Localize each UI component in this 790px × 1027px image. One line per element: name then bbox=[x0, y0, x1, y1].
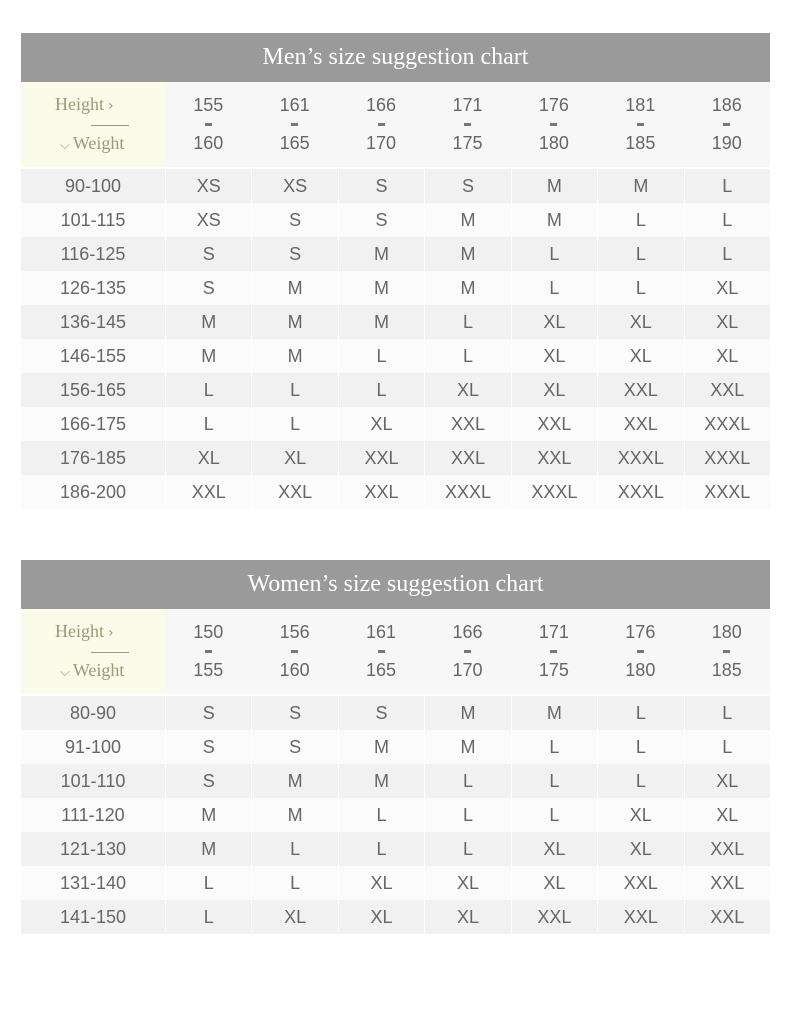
size-cell: XL bbox=[424, 373, 510, 407]
height-range-header bbox=[597, 82, 683, 167]
women-header-row bbox=[21, 609, 770, 694]
size-cell: XXXL bbox=[684, 407, 770, 441]
men-table-body bbox=[21, 169, 770, 509]
height-range-end: 165 bbox=[279, 133, 310, 153]
height-range-end: 175 bbox=[538, 660, 569, 680]
size-cell: L bbox=[684, 237, 770, 271]
size-cell: L bbox=[338, 339, 424, 373]
range-dash bbox=[378, 123, 385, 126]
size-cell: S bbox=[165, 271, 251, 305]
size-cell: XXL bbox=[684, 832, 770, 866]
size-cell: L bbox=[597, 696, 683, 730]
weight-axis-label: Weight bbox=[72, 133, 125, 153]
table-row bbox=[21, 407, 770, 441]
table-row bbox=[21, 475, 770, 509]
size-cell: XL bbox=[511, 373, 597, 407]
table-row bbox=[21, 237, 770, 271]
height-axis-label: Height bbox=[55, 94, 104, 114]
table-row bbox=[21, 696, 770, 730]
size-cell: S bbox=[251, 730, 337, 764]
chevron-down-icon: ⌵ bbox=[60, 138, 70, 153]
size-cell: XL bbox=[597, 832, 683, 866]
size-cell: M bbox=[511, 169, 597, 203]
size-cell: M bbox=[424, 696, 510, 730]
size-cell: L bbox=[511, 730, 597, 764]
divider bbox=[91, 652, 129, 653]
table-row bbox=[21, 832, 770, 866]
weight-range-cell: 156-165 bbox=[59, 379, 127, 400]
range-dash bbox=[464, 650, 471, 653]
range-dash bbox=[723, 650, 730, 653]
size-cell: L bbox=[684, 203, 770, 237]
height-range-start: 161 bbox=[279, 95, 310, 115]
weight-range-cell: 136-145 bbox=[59, 311, 127, 332]
size-cell: M bbox=[251, 339, 337, 373]
range-dash bbox=[205, 650, 212, 653]
size-cell: M bbox=[338, 305, 424, 339]
height-range-header bbox=[684, 82, 770, 167]
size-cell: XL bbox=[684, 271, 770, 305]
size-cell: XS bbox=[165, 203, 251, 237]
men-corner-cell bbox=[21, 82, 165, 167]
size-cell: L bbox=[251, 373, 337, 407]
size-cell: L bbox=[165, 900, 251, 934]
height-range-header bbox=[165, 609, 251, 694]
size-cell: L bbox=[597, 271, 683, 305]
size-cell: L bbox=[424, 339, 510, 373]
size-cell: L bbox=[597, 237, 683, 271]
women-corner-cell bbox=[21, 609, 165, 694]
size-cell: L bbox=[251, 832, 337, 866]
size-cell: XL bbox=[597, 339, 683, 373]
height-range-header bbox=[511, 609, 597, 694]
size-cell: XXL bbox=[511, 441, 597, 475]
height-range-start: 180 bbox=[711, 622, 742, 642]
table-row bbox=[21, 798, 770, 832]
weight-range-cell: 101-110 bbox=[60, 770, 126, 791]
height-range-start: 171 bbox=[538, 622, 569, 642]
size-cell: M bbox=[338, 237, 424, 271]
weight-range-cell: 131-140 bbox=[59, 872, 127, 893]
table-row bbox=[21, 866, 770, 900]
size-cell: XXL bbox=[338, 475, 424, 509]
range-dash bbox=[637, 650, 644, 653]
size-cell: M bbox=[338, 271, 424, 305]
range-dash bbox=[205, 123, 212, 126]
size-cell: XL bbox=[597, 305, 683, 339]
height-range-header bbox=[597, 609, 683, 694]
height-range-end: 155 bbox=[193, 660, 224, 680]
size-cell: XXL bbox=[165, 475, 251, 509]
height-range-header bbox=[251, 82, 337, 167]
size-cell: XL bbox=[165, 441, 251, 475]
table-row bbox=[21, 764, 770, 798]
weight-range-cell: 141-150 bbox=[59, 906, 127, 927]
height-range-end: 160 bbox=[193, 133, 224, 153]
weight-range-cell: 146-155 bbox=[59, 345, 127, 366]
height-range-header bbox=[511, 82, 597, 167]
size-cell: XXXL bbox=[684, 441, 770, 475]
size-cell: L bbox=[338, 798, 424, 832]
height-range-end: 180 bbox=[538, 133, 569, 153]
size-cell: L bbox=[684, 730, 770, 764]
height-range-end: 185 bbox=[711, 660, 742, 680]
weight-range-cell: 116-125 bbox=[60, 243, 126, 264]
height-range-start: 166 bbox=[366, 95, 397, 115]
divider bbox=[91, 125, 129, 126]
size-cell: M bbox=[424, 271, 510, 305]
size-cell: L bbox=[511, 764, 597, 798]
size-cell: XXXL bbox=[597, 441, 683, 475]
size-cell: S bbox=[251, 203, 337, 237]
size-cell: L bbox=[165, 407, 251, 441]
size-cell: XL bbox=[684, 339, 770, 373]
size-cell: XS bbox=[165, 169, 251, 203]
chevron-right-icon: › bbox=[108, 625, 114, 641]
size-cell: S bbox=[338, 696, 424, 730]
size-cell: XXL bbox=[597, 373, 683, 407]
height-range-end: 160 bbox=[279, 660, 310, 680]
table-row bbox=[21, 271, 770, 305]
size-cell: M bbox=[424, 237, 510, 271]
height-range-end: 190 bbox=[711, 133, 742, 153]
size-cell: L bbox=[424, 305, 510, 339]
size-cell: S bbox=[165, 764, 251, 798]
size-cell: L bbox=[597, 730, 683, 764]
range-dash bbox=[291, 650, 298, 653]
size-cell: M bbox=[251, 305, 337, 339]
size-cell: L bbox=[165, 866, 251, 900]
height-range-start: 176 bbox=[538, 95, 569, 115]
height-range-header bbox=[684, 609, 770, 694]
size-cell: S bbox=[251, 237, 337, 271]
size-cell: XL bbox=[251, 441, 337, 475]
size-cell: L bbox=[338, 373, 424, 407]
size-cell: XXL bbox=[511, 900, 597, 934]
size-cell: M bbox=[165, 832, 251, 866]
size-cell: L bbox=[338, 832, 424, 866]
size-cell: S bbox=[165, 237, 251, 271]
weight-range-cell: 90-100 bbox=[64, 175, 122, 196]
size-cell: XXXL bbox=[424, 475, 510, 509]
size-cell: M bbox=[165, 798, 251, 832]
table-row bbox=[21, 373, 770, 407]
size-cell: L bbox=[424, 832, 510, 866]
size-cell: L bbox=[424, 798, 510, 832]
height-range-start: 181 bbox=[625, 95, 656, 115]
range-dash bbox=[637, 123, 644, 126]
height-range-end: 165 bbox=[366, 660, 397, 680]
table-row bbox=[21, 339, 770, 373]
table-row bbox=[21, 203, 770, 237]
size-cell: L bbox=[251, 407, 337, 441]
chevron-down-icon: ⌵ bbox=[60, 665, 70, 680]
women-table-body bbox=[21, 696, 770, 934]
size-cell: L bbox=[684, 696, 770, 730]
size-cell: L bbox=[597, 764, 683, 798]
size-cell: XXL bbox=[424, 441, 510, 475]
weight-range-cell: 111-120 bbox=[61, 804, 125, 825]
height-range-header bbox=[165, 82, 251, 167]
size-cell: XXL bbox=[597, 866, 683, 900]
size-cell: M bbox=[251, 764, 337, 798]
chevron-right-icon: › bbox=[108, 98, 114, 114]
women-chart-title: Women’s size suggestion chart bbox=[21, 560, 770, 609]
height-range-header bbox=[338, 609, 424, 694]
height-range-start: 150 bbox=[193, 622, 224, 642]
height-range-end: 180 bbox=[625, 660, 656, 680]
table-row bbox=[21, 441, 770, 475]
size-cell: XXXL bbox=[511, 475, 597, 509]
weight-range-cell: 186-200 bbox=[59, 481, 127, 502]
size-cell: XL bbox=[684, 305, 770, 339]
size-cell: L bbox=[684, 169, 770, 203]
height-range-end: 170 bbox=[452, 660, 483, 680]
size-cell: XXL bbox=[684, 866, 770, 900]
size-cell: XL bbox=[338, 900, 424, 934]
size-cell: XL bbox=[684, 764, 770, 798]
size-cell: XL bbox=[424, 866, 510, 900]
size-cell: XL bbox=[684, 798, 770, 832]
height-range-start: 176 bbox=[625, 622, 656, 642]
table-row bbox=[21, 900, 770, 934]
size-cell: L bbox=[511, 237, 597, 271]
height-range-start: 156 bbox=[279, 622, 310, 642]
size-cell: XXXL bbox=[684, 475, 770, 509]
range-dash bbox=[291, 123, 298, 126]
height-range-end: 185 bbox=[625, 133, 656, 153]
size-cell: S bbox=[165, 696, 251, 730]
weight-range-cell: 126-135 bbox=[59, 277, 127, 298]
size-cell: M bbox=[251, 271, 337, 305]
height-range-end: 175 bbox=[452, 133, 483, 153]
height-range-header bbox=[251, 609, 337, 694]
height-range-start: 161 bbox=[366, 622, 397, 642]
size-cell: M bbox=[338, 730, 424, 764]
size-cell: M bbox=[338, 764, 424, 798]
size-cell: L bbox=[165, 373, 251, 407]
size-cell: L bbox=[251, 866, 337, 900]
size-cell: XXL bbox=[684, 373, 770, 407]
weight-range-cell: 166-175 bbox=[59, 413, 127, 434]
height-range-header bbox=[338, 82, 424, 167]
size-cell: M bbox=[424, 203, 510, 237]
size-cell: XL bbox=[511, 339, 597, 373]
table-row bbox=[21, 730, 770, 764]
size-cell: S bbox=[424, 169, 510, 203]
size-cell: XXL bbox=[684, 900, 770, 934]
weight-range-cell: 121-130 bbox=[59, 838, 127, 859]
size-cell: XXL bbox=[597, 407, 683, 441]
size-cell: M bbox=[424, 730, 510, 764]
range-dash bbox=[550, 123, 557, 126]
size-cell: XXL bbox=[424, 407, 510, 441]
weight-range-cell: 176-185 bbox=[59, 447, 127, 468]
table-row bbox=[21, 305, 770, 339]
women-size-chart bbox=[21, 560, 770, 934]
size-cell: XL bbox=[511, 305, 597, 339]
height-range-header bbox=[424, 82, 510, 167]
weight-axis-label: Weight bbox=[72, 660, 125, 680]
range-dash bbox=[723, 123, 730, 126]
range-dash bbox=[378, 650, 385, 653]
size-cell: XL bbox=[597, 798, 683, 832]
men-chart-title: Men’s size suggestion chart bbox=[21, 33, 770, 82]
size-cell: M bbox=[251, 798, 337, 832]
size-cell: XS bbox=[251, 169, 337, 203]
size-cell: M bbox=[511, 696, 597, 730]
men-header-row bbox=[21, 82, 770, 167]
size-cell: XXL bbox=[511, 407, 597, 441]
size-cell: M bbox=[511, 203, 597, 237]
range-dash bbox=[550, 650, 557, 653]
weight-range-cell: 80-90 bbox=[69, 702, 117, 723]
size-cell: XXL bbox=[251, 475, 337, 509]
men-size-chart bbox=[21, 33, 770, 509]
height-range-start: 171 bbox=[452, 95, 483, 115]
size-cell: M bbox=[597, 169, 683, 203]
size-cell: M bbox=[165, 305, 251, 339]
height-range-start: 155 bbox=[193, 95, 224, 115]
size-cell: XL bbox=[338, 407, 424, 441]
size-cell: S bbox=[165, 730, 251, 764]
size-cell: S bbox=[338, 169, 424, 203]
size-cell: L bbox=[511, 271, 597, 305]
table-row bbox=[21, 169, 770, 203]
size-cell: S bbox=[251, 696, 337, 730]
height-range-end: 170 bbox=[366, 133, 397, 153]
range-dash bbox=[464, 123, 471, 126]
height-range-start: 166 bbox=[452, 622, 483, 642]
weight-range-cell: 91-100 bbox=[64, 736, 122, 757]
size-cell: XL bbox=[511, 866, 597, 900]
size-cell: XL bbox=[511, 832, 597, 866]
height-axis-label: Height bbox=[55, 621, 104, 641]
size-cell: L bbox=[597, 203, 683, 237]
size-cell: XXL bbox=[597, 900, 683, 934]
weight-range-cell: 101-115 bbox=[60, 209, 126, 230]
height-range-header bbox=[424, 609, 510, 694]
size-cell: XXXL bbox=[597, 475, 683, 509]
size-cell: XL bbox=[424, 900, 510, 934]
size-cell: XL bbox=[251, 900, 337, 934]
height-range-start: 186 bbox=[711, 95, 742, 115]
size-cell: M bbox=[165, 339, 251, 373]
size-cell: L bbox=[424, 764, 510, 798]
size-cell: XL bbox=[338, 866, 424, 900]
size-cell: L bbox=[511, 798, 597, 832]
size-cell: XXL bbox=[338, 441, 424, 475]
size-cell: S bbox=[338, 203, 424, 237]
